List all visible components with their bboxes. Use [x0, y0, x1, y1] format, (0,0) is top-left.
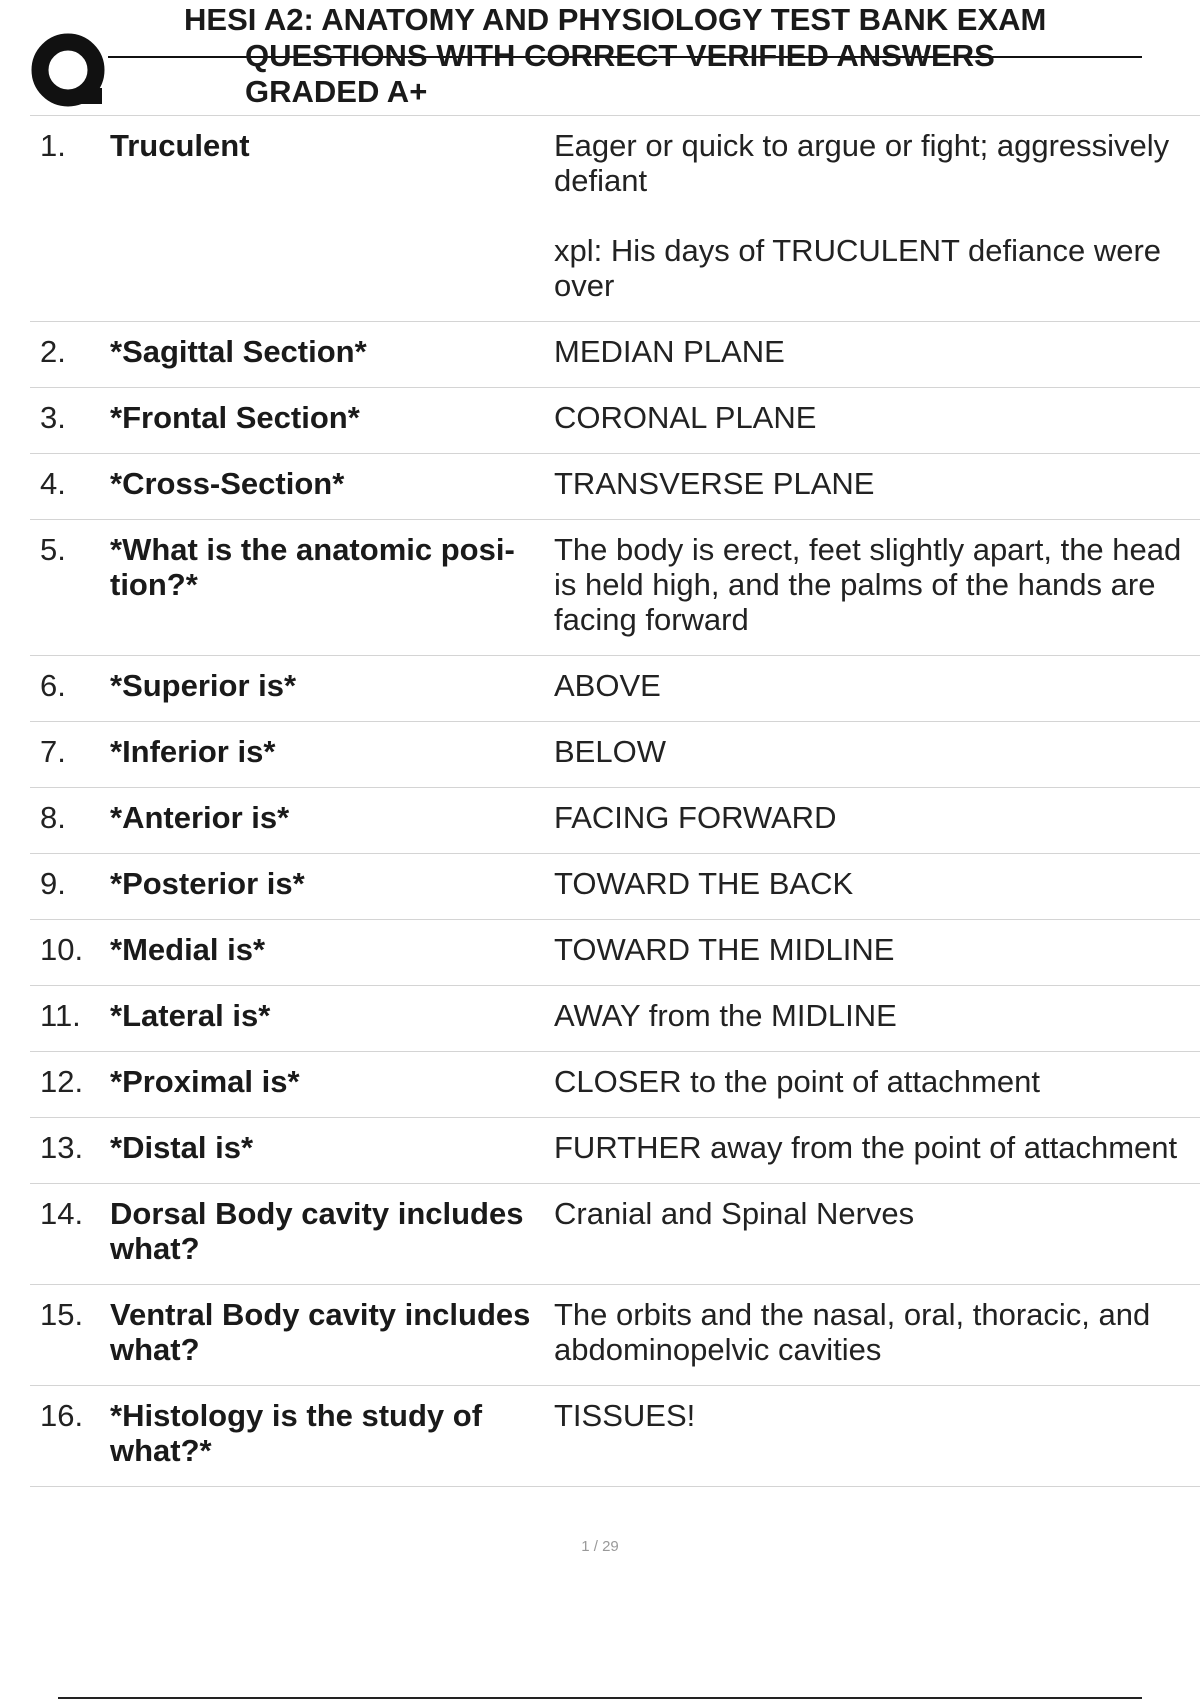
item-term: *Inferior is* [110, 734, 276, 769]
item-term: *Sagittal Section* [110, 334, 367, 369]
item-term: *Anterior is* [110, 800, 290, 835]
table-row [30, 1285, 1200, 1386]
item-definition [554, 1196, 1200, 1266]
definition-paragraph: TOWARD THE BACK [554, 866, 854, 901]
item-number: 9. [40, 866, 66, 901]
item-definition [554, 734, 1200, 769]
item-term: *Lateral is* [110, 998, 271, 1033]
item-definition [554, 1130, 1200, 1165]
item-definition [554, 998, 1200, 1033]
item-term: *Posterior is* [110, 866, 305, 901]
definition-paragraph: TRANSVERSE PLANE [554, 466, 875, 501]
item-definition [554, 866, 1200, 901]
item-number: 15. [40, 1297, 84, 1332]
table-row [30, 986, 1200, 1052]
item-number: 16. [40, 1398, 84, 1433]
item-definition [554, 128, 1200, 303]
item-number: 7. [40, 734, 66, 769]
definition-paragraph: FACING FORWARD [554, 800, 837, 835]
item-number: 11. [40, 998, 81, 1033]
item-number: 4. [40, 466, 66, 501]
item-term: *Frontal Section* [110, 400, 360, 435]
item-number: 13. [40, 1130, 84, 1165]
item-definition [554, 668, 1200, 703]
definition-paragraph: TOWARD THE MIDLINE [554, 932, 895, 967]
table-row [30, 656, 1200, 722]
definition-paragraph: FURTHER away from the point of attachment [554, 1130, 1178, 1165]
table-row [30, 388, 1200, 454]
item-number: 5. [40, 532, 66, 567]
item-number: 14. [40, 1196, 84, 1231]
table-row [30, 1052, 1200, 1118]
item-definition [554, 532, 1200, 637]
definition-paragraph: The body is erect, feet slightly apart, the head is held high, and the palms of the hands are facing forward [554, 532, 1182, 637]
table-row [30, 116, 1200, 322]
definition-paragraph: MEDIAN PLANE [554, 334, 785, 369]
item-term: *Superior is* [110, 668, 297, 703]
item-number: 8. [40, 800, 66, 835]
table-row [30, 454, 1200, 520]
item-number: 2. [40, 334, 66, 369]
item-definition [554, 1398, 1200, 1468]
definition-paragraph: Eager or quick to argue or fight; aggressively defiant [554, 128, 1170, 198]
item-number: 1. [40, 128, 66, 163]
document-header [0, 0, 1200, 115]
table-row [30, 722, 1200, 788]
item-term: Ventral Body cavity includes what? [110, 1297, 531, 1367]
table-row [30, 322, 1200, 388]
item-term: Truculent [110, 128, 250, 163]
document-title [180, 2, 1130, 110]
item-term: *What is the anatomic posi- tion?* [110, 532, 515, 602]
item-definition [554, 334, 1200, 369]
title-line-3: GRADED A+ [245, 74, 428, 109]
item-definition [554, 1064, 1200, 1099]
item-number: 3. [40, 400, 66, 435]
item-definition [554, 1297, 1200, 1367]
title-line-1: HESI A2: ANATOMY AND PHYSIOLOGY TEST BANK EXAM [184, 2, 1047, 37]
table-row [30, 1386, 1200, 1487]
item-number: 6. [40, 668, 66, 703]
definition-paragraph: TISSUES! [554, 1398, 696, 1433]
definition-paragraph: ABOVE [554, 668, 661, 703]
table-row [30, 854, 1200, 920]
table-row [30, 788, 1200, 854]
item-number: 10. [40, 932, 84, 967]
item-number: 12. [40, 1064, 84, 1099]
item-term: Dorsal Body cavity includes what? [110, 1196, 524, 1266]
item-term: *Histology is the study of what?* [110, 1398, 483, 1468]
table-row [30, 920, 1200, 986]
definition-paragraph: AWAY from the MIDLINE [554, 998, 897, 1033]
table-row [30, 1118, 1200, 1184]
item-term: *Distal is* [110, 1130, 254, 1165]
table-row [30, 1184, 1200, 1285]
footer-rule [58, 1697, 1142, 1699]
definition-paragraph: CLOSER to the point of attachment [554, 1064, 1040, 1099]
item-definition [554, 932, 1200, 967]
title-line-2: QUESTIONS WITH CORRECT VERIFIED ANSWERS [245, 38, 995, 73]
item-definition [554, 400, 1200, 435]
page-indicator: 1 / 29 [581, 1538, 619, 1555]
q-logo-icon [30, 32, 112, 114]
definition-paragraph: BELOW [554, 734, 666, 769]
item-term: *Medial is* [110, 932, 266, 967]
item-definition [554, 466, 1200, 501]
item-term: *Cross-Section* [110, 466, 345, 501]
flashcard-table [30, 115, 1200, 1487]
table-row [30, 520, 1200, 656]
definition-paragraph: CORONAL PLANE [554, 400, 817, 435]
definition-paragraph: Cranial and Spinal Nerves [554, 1196, 915, 1231]
definition-paragraph: The orbits and the nasal, oral, thoracic, and abdominopelvic cavities [554, 1297, 1151, 1367]
item-definition [554, 800, 1200, 835]
item-term: *Proximal is* [110, 1064, 300, 1099]
definition-paragraph: xpl: His days of TRUCULENT defiance were over [554, 233, 1162, 303]
